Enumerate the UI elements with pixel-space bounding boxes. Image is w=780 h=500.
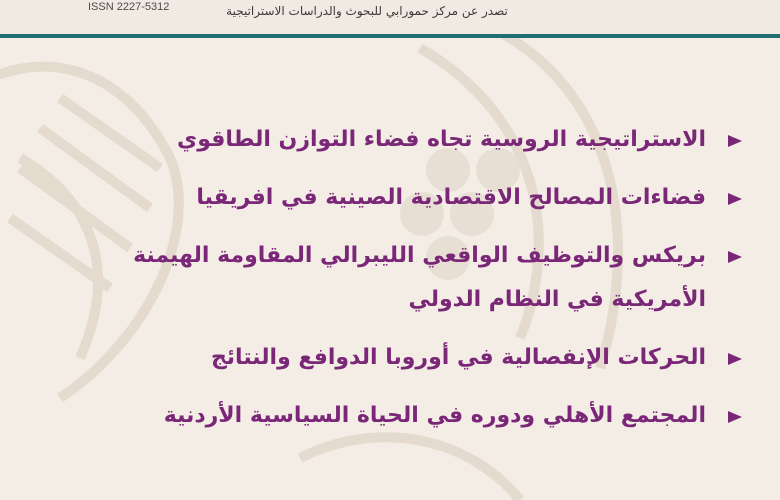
article-title: المجتمع الأهلي ودوره في الحياة السياسية الأردنية [163,403,706,428]
triangle-bullet-icon [728,251,742,263]
triangle-bullet-icon [728,353,742,365]
header-bar [0,0,780,36]
article-item[interactable] [102,336,742,380]
triangle-bullet-icon [728,135,742,147]
article-title: فضاءات المصالح الاقتصادية الصينية في افريقيا [196,185,706,210]
article-title: الاستراتيجية الروسية تجاه فضاء التوازن الطاقوي [177,127,706,152]
article-item[interactable] [102,176,742,220]
triangle-bullet-icon [728,193,742,205]
article-list [102,118,742,438]
article-title: الحركات الإنفصالية في أوروبا الدوافع والنتائج [210,345,706,370]
article-item[interactable] [102,394,742,438]
article-item[interactable] [102,234,742,322]
issn-number: ISSN 2227-5312 [88,1,170,13]
article-item[interactable] [102,118,742,162]
triangle-bullet-icon [728,411,742,423]
publisher-line: تصدر عن مركز حمورابي للبحوث والدراسات الاستراتيجية [226,4,508,18]
article-title: بريكس والتوظيف الواقعي الليبرالي المقاومة الهيمنة الأمريكية في النظام الدولي [133,243,706,312]
